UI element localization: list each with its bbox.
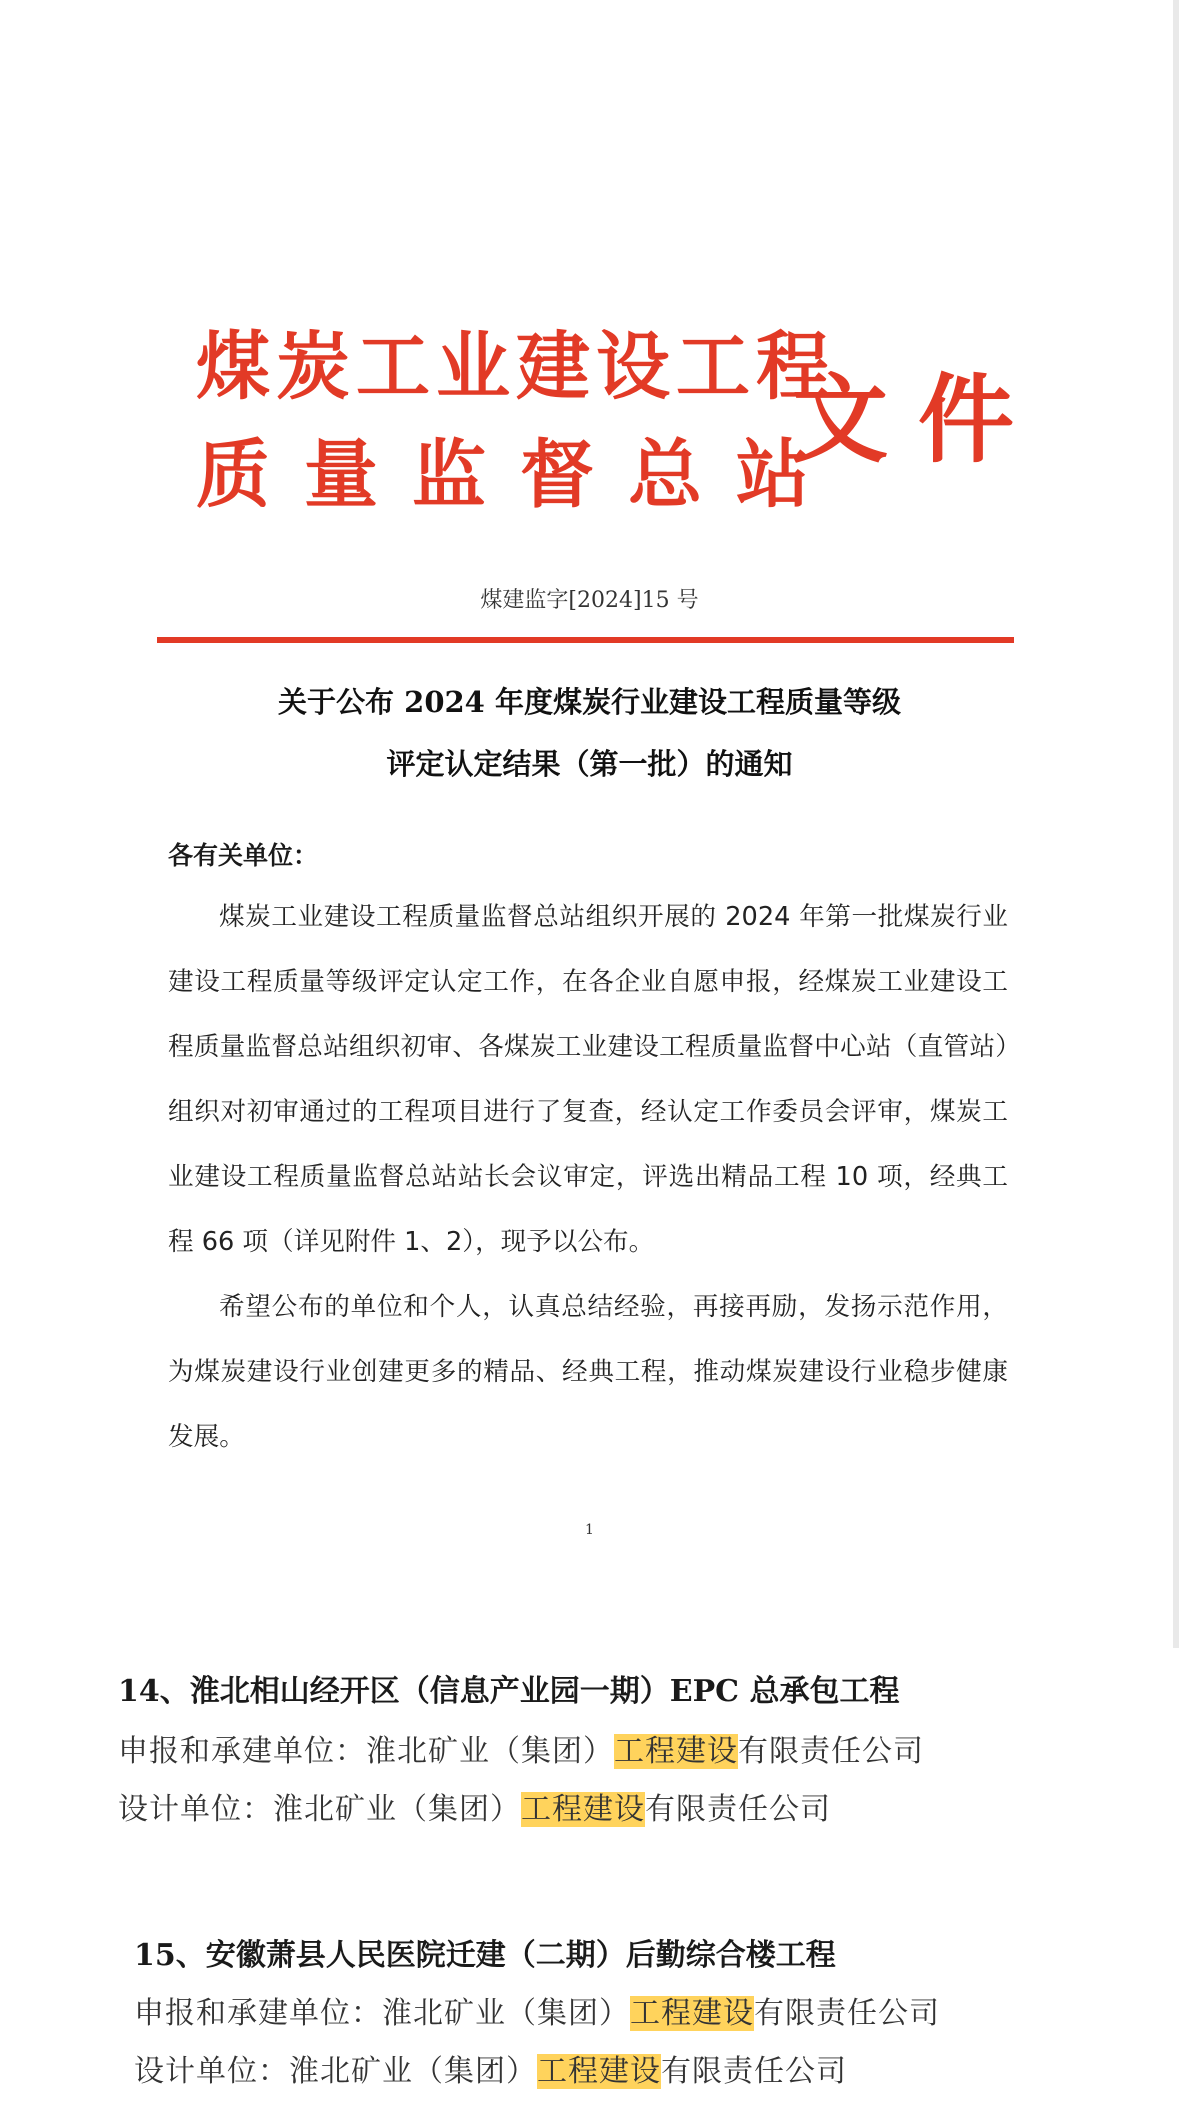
applicant-suffix: 有限责任公司 bbox=[738, 1734, 924, 1769]
designer-suffix: 有限责任公司 bbox=[661, 2054, 847, 2089]
salutation: 各有关单位： bbox=[168, 841, 319, 870]
attachment-excerpt bbox=[0, 1648, 1179, 2108]
document-number: 煤建监字[2024]15 号 bbox=[480, 588, 699, 613]
entry-title: 14、淮北相山经开区（信息产业园一期）EPC 总承包工程 bbox=[118, 1674, 900, 1709]
highlighted-keyword: 工程建设 bbox=[614, 1734, 738, 1769]
designer-line bbox=[118, 1784, 831, 1828]
doc-type-label: 文件 bbox=[792, 363, 1044, 476]
body-paragraph-1: 煤炭工业建设工程质量监督总站组织开展的 2024 年第一批煤炭行业建设工程质量等级评定认定工作，在各企业自愿申报，经煤炭工业建设工程质量监督总站组织初审、各煤炭工业建设工程质量监督中心站（直管站）组织对初审通过的工程项目进行了复查，经认定工作委员会评审，煤炭工业建设工程质量监督总站站长会议审定，评选出精品工程 10 项，经典工程 66 项（详见附件 1、2），现予以公布。 bbox=[168, 902, 1008, 1257]
applicant-line bbox=[118, 1726, 924, 1770]
designer-line bbox=[134, 2046, 847, 2090]
notice-title-line2: 评定认定结果（第一批）的通知 bbox=[386, 747, 793, 781]
highlighted-keyword: 工程建设 bbox=[521, 1792, 645, 1827]
applicant-suffix: 有限责任公司 bbox=[754, 1996, 940, 2031]
page-number: 1 bbox=[585, 1522, 594, 1538]
org-name-line1: 煤炭工业建设工程 bbox=[196, 324, 836, 410]
red-divider bbox=[157, 637, 1014, 643]
org-name-line2: 质量监督总站 bbox=[196, 432, 844, 518]
highlighted-keyword: 工程建设 bbox=[537, 2054, 661, 2089]
applicant-prefix: 申报和承建单位：淮北矿业（集团） bbox=[118, 1734, 614, 1769]
applicant-line bbox=[134, 1988, 940, 2032]
designer-suffix: 有限责任公司 bbox=[645, 1792, 831, 1827]
designer-prefix: 设计单位：淮北矿业（集团） bbox=[134, 2054, 537, 2089]
notice-title-line1: 关于公布 2024 年度煤炭行业建设工程质量等级 bbox=[278, 685, 901, 719]
designer-prefix: 设计单位：淮北矿业（集团） bbox=[118, 1792, 521, 1827]
entry-title: 15、安徽萧县人民医院迁建（二期）后勤综合楼工程 bbox=[134, 1938, 836, 1973]
applicant-prefix: 申报和承建单位：淮北矿业（集团） bbox=[134, 1996, 630, 2031]
body-paragraph-2: 希望公布的单位和个人，认真总结经验，再接再励，发扬示范作用，为煤炭建设行业创建更多的精品、经典工程，推动煤炭建设行业稳步健康发展。 bbox=[168, 1292, 1008, 1452]
highlighted-keyword: 工程建设 bbox=[630, 1996, 754, 2031]
page-edge bbox=[1173, 0, 1179, 1648]
